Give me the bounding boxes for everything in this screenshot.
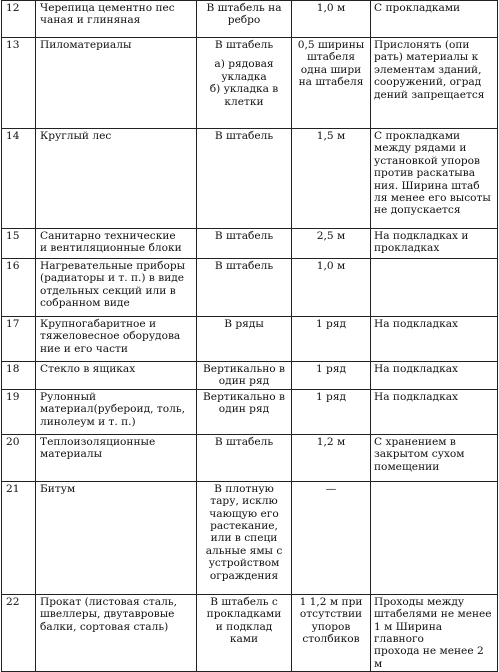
row-number: 16 (2, 259, 36, 317)
row-number: 20 (2, 434, 36, 481)
storage-notes: На подкладках (371, 389, 498, 434)
table-row (2, 362, 498, 390)
material-name: Пиломатериалы (36, 38, 197, 129)
table-row (2, 389, 498, 434)
storage-method: В штабель с прокладками и подклад ками (197, 594, 292, 671)
storage-method: В плотную тару, исклю чающую его растекание, или в специ альные ямы с устройством ограждения (197, 481, 292, 594)
row-number: 22 (2, 594, 36, 671)
max-height: 1 1,2 м при отсутствии упоров столбиков (292, 594, 371, 671)
storage-method: В штабель (197, 229, 292, 259)
table-row (2, 129, 498, 229)
max-height: 1 ряд (292, 317, 371, 362)
material-name: Черепица цементно пес чаная и глиняная (36, 1, 197, 38)
row-number: 14 (2, 129, 36, 229)
table-row (2, 229, 498, 259)
material-name: Теплоизоляционные материалы (36, 434, 197, 481)
table-row (2, 317, 498, 362)
row-number: 21 (2, 481, 36, 594)
max-height: 1,0 м (292, 1, 371, 38)
storage-notes: С прокладками между рядами и установкой упоров против раскатыва ния. Ширина штаб ля менее его высоты не допускается (371, 129, 498, 229)
material-name: Нагревательные приборы (радиаторы и т. п.) в виде отдельных секций или в собранном виде (36, 259, 197, 317)
table-row (2, 38, 498, 129)
storage-notes: Проходы между штабелями не менее 1 м Ширина главного прохода не менее 2 м (371, 594, 498, 671)
material-name: Круглый лес (36, 129, 197, 229)
row-number: 12 (2, 1, 36, 38)
row-number: 17 (2, 317, 36, 362)
table-body (2, 1, 498, 672)
max-height: 1,5 м (292, 129, 371, 229)
max-height: 1,0 м (292, 259, 371, 317)
max-height: 1 ряд (292, 362, 371, 390)
row-number: 19 (2, 389, 36, 434)
storage-table (1, 0, 498, 672)
row-number: 13 (2, 38, 36, 129)
table-row (2, 434, 498, 481)
storage-notes: С прокладками (371, 1, 498, 38)
table-row (2, 481, 498, 594)
storage-notes: С хранением в закрытом сухом помещении (371, 434, 498, 481)
storage-method: Вертикально в один ряд (197, 362, 292, 390)
storage-method: В ряды (197, 317, 292, 362)
material-name: Крупногабаритное и тяжеловесное оборудова ние и его части (36, 317, 197, 362)
storage-notes: На подкладках (371, 362, 498, 390)
storage-method: В штабель (197, 129, 292, 229)
max-height: 1 ряд (292, 389, 371, 434)
storage-method: Вертикально в один ряд (197, 389, 292, 434)
storage-method: В штабель (197, 434, 292, 481)
storage-method: В штабель на ребро (197, 1, 292, 38)
max-height: 2,5 м (292, 229, 371, 259)
storage-notes: На подкладках (371, 317, 498, 362)
storage-notes (371, 259, 498, 317)
row-number: 15 (2, 229, 36, 259)
table-row (2, 259, 498, 317)
storage-notes: Прислонять (опи рать) материалы к элементам зданий, сооружений, оград дений запрещается (371, 38, 498, 129)
storage-notes: На подкладках и прокладках (371, 229, 498, 259)
table-row (2, 1, 498, 38)
table-row (2, 594, 498, 671)
max-height: 0,5 ширины штабеля одна шири на штабеля (292, 38, 371, 129)
row-number: 18 (2, 362, 36, 390)
storage-method: В штабель (197, 259, 292, 317)
material-name: Битум (36, 481, 197, 594)
max-height: 1,2 м (292, 434, 371, 481)
max-height: — (292, 481, 371, 594)
material-name: Рулонный материал(рубероид, толь, линолеум и т. п.) (36, 389, 197, 434)
storage-notes (371, 481, 498, 594)
material-name: Прокат (листовая сталь, швеллеры, двутавровые балки, сортовая сталь) (36, 594, 197, 671)
material-name: Стекло в ящиках (36, 362, 197, 390)
storage-method: В штабель а) рядовая укладка б) укладка в клетки (197, 38, 292, 129)
material-name: Санитарно технические и вентиляционные блоки (36, 229, 197, 259)
